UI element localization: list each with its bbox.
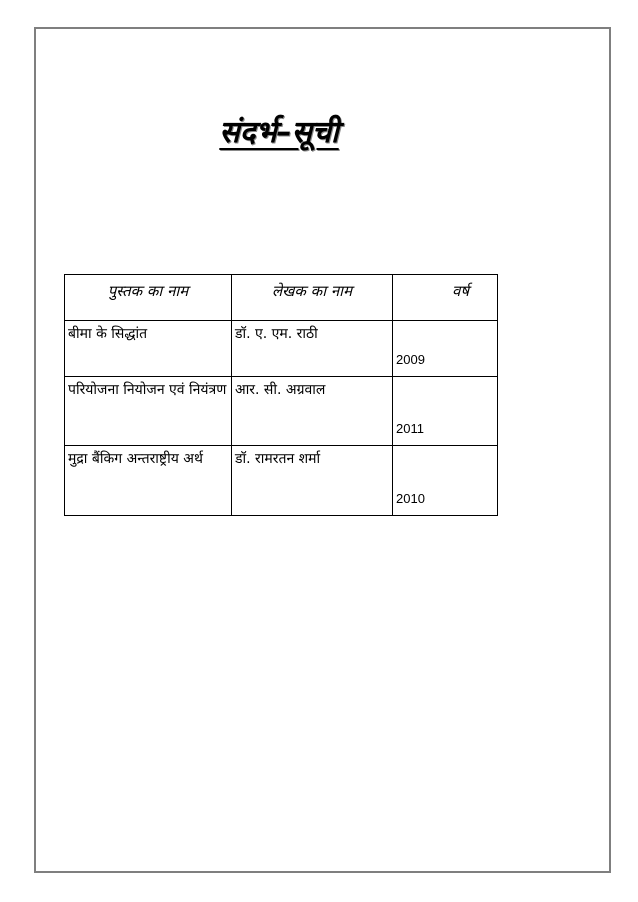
table-row (65, 446, 498, 516)
reference-table (64, 274, 498, 516)
table-row (65, 377, 498, 446)
table-header-row (65, 275, 498, 321)
cell-year: 2010 (393, 446, 498, 516)
cell-author: डॉ. रामरतन शर्मा (232, 446, 393, 516)
cell-book: परियोजना नियोजन एवं नियंत्रण (65, 377, 232, 446)
header-book-name: पुस्तक का नाम (65, 275, 232, 321)
cell-year: 2011 (393, 377, 498, 446)
table-row (65, 321, 498, 377)
cell-year: 2009 (393, 321, 498, 377)
cell-author: डॉ. ए. एम. राठी (232, 321, 393, 377)
header-author-name: लेखक का नाम (232, 275, 393, 321)
header-year: वर्ष (393, 275, 498, 321)
page-title-text: संदर्भ–सूची (219, 115, 339, 150)
cell-book: मुद्रा बैंकिग अन्तराष्ट्रीय अर्थ (65, 446, 232, 516)
cell-book: बीमा के सिद्धांत (65, 321, 232, 377)
cell-author: आर. सी. अग्रवाल (232, 377, 393, 446)
page-title (0, 110, 638, 151)
